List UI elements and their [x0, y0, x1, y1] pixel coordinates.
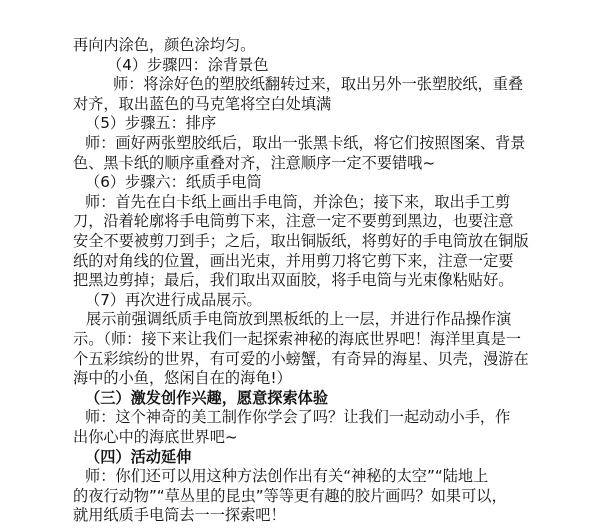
- text-line: 个五彩缤纷的世界，有可爱的小螃蟹，有奇异的海星、贝壳，漫游在: [73, 349, 529, 368]
- text-line: 再向内涂色，颜色涂均匀。: [73, 36, 256, 54]
- text-line: 出你心中的海底世界吧~: [73, 428, 238, 446]
- text-line: 师：你们还可以用这种方法创作出有关“神秘的太空”“陆地上: [85, 467, 489, 486]
- text-line: 示。（师：接下来让我们一起探索神秘的海底世界吧！海洋里真是一: [73, 330, 522, 348]
- text-line: 色、黑卡纸的顺序重叠对齐，注意顺序一定不要错哦~: [73, 153, 436, 172]
- text-line: 的夜行动物”“草丛里的昆虫”等等更有趣的胶片画吗？如果可以，: [73, 486, 507, 505]
- text-line: 海中的小鱼，悠闲自在的海龟!）: [73, 369, 292, 388]
- step4-heading: （4）步骤四：涂背景色: [107, 55, 269, 74]
- text-line: 对齐，取出蓝色的马克笔将空白处填满: [73, 94, 332, 113]
- step7-heading: （7）再次进行成品展示。: [85, 290, 262, 309]
- section-three-heading: （三）激发创作兴趣，愿意探索体验: [85, 388, 328, 407]
- text-line: 展示前强调纸质手电筒放到黑板纸的上一层，并进行作品操作演: [86, 310, 512, 329]
- text-line: 把黑边剪掉；最后，我们取出双面胶，将手电筒与光束像粘贴好。: [73, 271, 514, 290]
- step6-heading: （6）步骤六：纸质手电筒: [85, 173, 262, 192]
- section-four-heading: （四）活动延伸: [85, 447, 192, 466]
- text-line: 师：画好两张塑胶纸后，取出一张黑卡纸，将它们按照图案、背景: [85, 134, 526, 152]
- text-line: 就用纸质手电筒去一一探索吧！: [73, 506, 286, 525]
- text-line: 师：首先在白卡纸上画出手电筒，并涂色；接下来，取出手工剪: [85, 192, 511, 211]
- step5-heading: （5）步骤五：排序: [85, 114, 217, 133]
- text-line: 安全不要被剪刀到手；之后，取出铜版纸，将剪好的手电筒放在铜版: [73, 232, 529, 250]
- text-line: 师：这个神奇的美工制作你学会了吗？让我们一起动动小手，作: [85, 408, 511, 427]
- text-line: 刀，沿着轮廓将手电筒剪下来，注意一定不要剪到黑边，也要注意: [73, 212, 514, 231]
- text-line: 师：将涂好色的塑胶纸翻转过来，取出另外一张塑胶纸，重叠: [113, 75, 524, 94]
- text-line: 纸的对角线的位置，画出光束，并用剪刀将它剪下来，注意一定要: [73, 251, 514, 270]
